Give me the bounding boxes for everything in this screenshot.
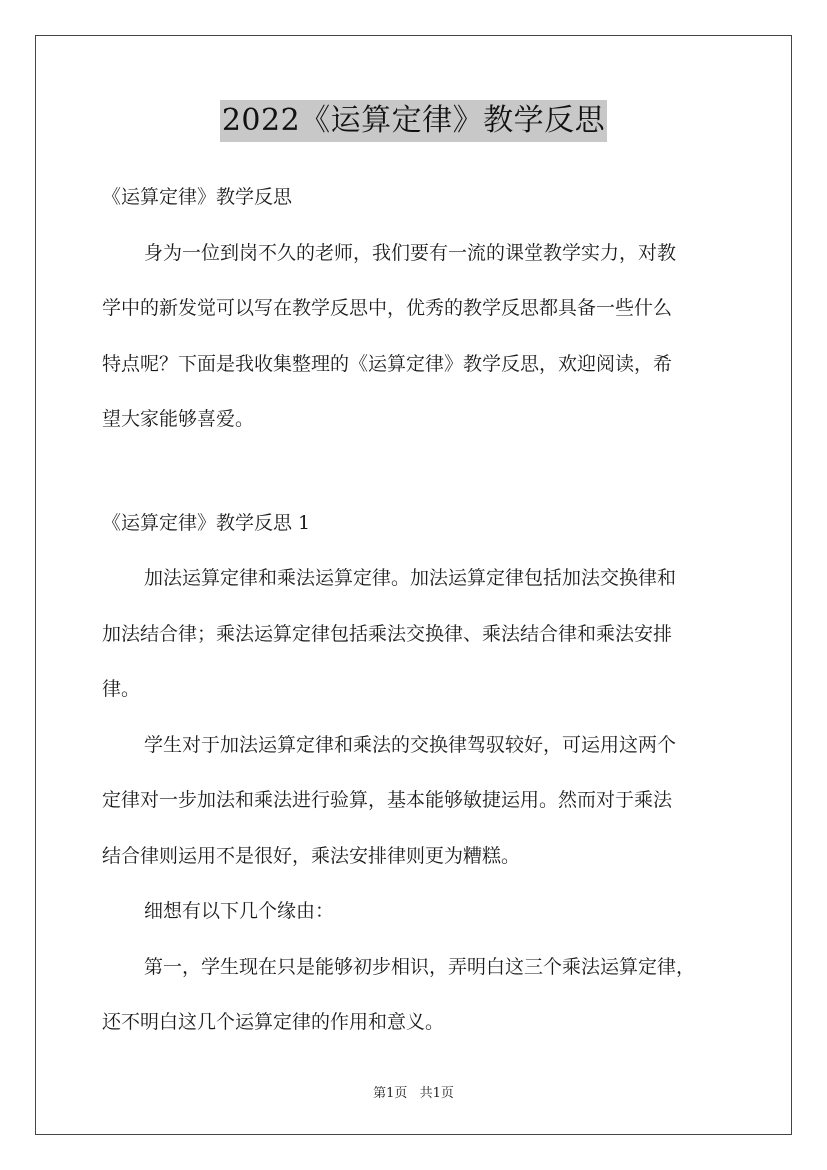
section-gap bbox=[102, 448, 732, 496]
intro-line: 望大家能够喜爱。 bbox=[102, 408, 255, 430]
paragraph-line: 细想有以下几个缘由： bbox=[144, 900, 335, 922]
intro-line: 学中的新发觉可以写在教学反思中，优秀的教学反思都具备一些什么 bbox=[102, 297, 673, 319]
page-number: 第1页 bbox=[373, 1086, 408, 1101]
page-footer bbox=[0, 1082, 827, 1101]
paragraph-line: 第一，学生现在只是能够初步相识，弄明白这三个乘法运算定律， bbox=[144, 955, 696, 978]
document-title: 2022《运算定律》教学反思 bbox=[220, 100, 607, 142]
paragraph-line: 定律对一步加法和乘法进行验算，基本能够敏捷运用。然而对于乘法 bbox=[102, 789, 673, 811]
paragraph-1 bbox=[102, 551, 732, 718]
paragraph-3 bbox=[102, 884, 732, 940]
intro-paragraph bbox=[102, 226, 732, 448]
intro-line: 特点呢？下面是我收集整理的《运算定律》教学反思，欢迎阅读，希 bbox=[102, 352, 673, 375]
paragraph-line: 律。 bbox=[102, 678, 141, 700]
paragraph-line: 学生对于加法运算定律和乘法的交换律驾驭较好，可运用这两个 bbox=[144, 733, 677, 756]
document-body bbox=[102, 170, 732, 1051]
paragraph-2 bbox=[102, 718, 732, 885]
section-heading: 《运算定律》教学反思 1 bbox=[102, 511, 311, 534]
paragraph-line: 结合律则运用不是很好，乘法安排律则更为糟糕。 bbox=[102, 844, 521, 867]
intro-line: 身为一位到岗不久的老师，我们要有一流的课堂教学实力，对教 bbox=[144, 241, 677, 264]
title-container bbox=[0, 100, 827, 142]
paragraph-line: 还不明白这几个运算定律的作用和意义。 bbox=[102, 1011, 445, 1033]
paragraph-line: 加法运算定律和乘法运算定律。加法运算定律包括加法交换律和 bbox=[144, 567, 677, 589]
paragraph-4 bbox=[102, 940, 732, 1051]
paragraph-line: 加法结合律；乘法运算定律包括乘法交换律、乘法结合律和乘法安排 bbox=[102, 622, 673, 645]
page-total: 共1页 bbox=[419, 1086, 454, 1101]
subtitle: 《运算定律》教学反思 bbox=[102, 186, 293, 208]
